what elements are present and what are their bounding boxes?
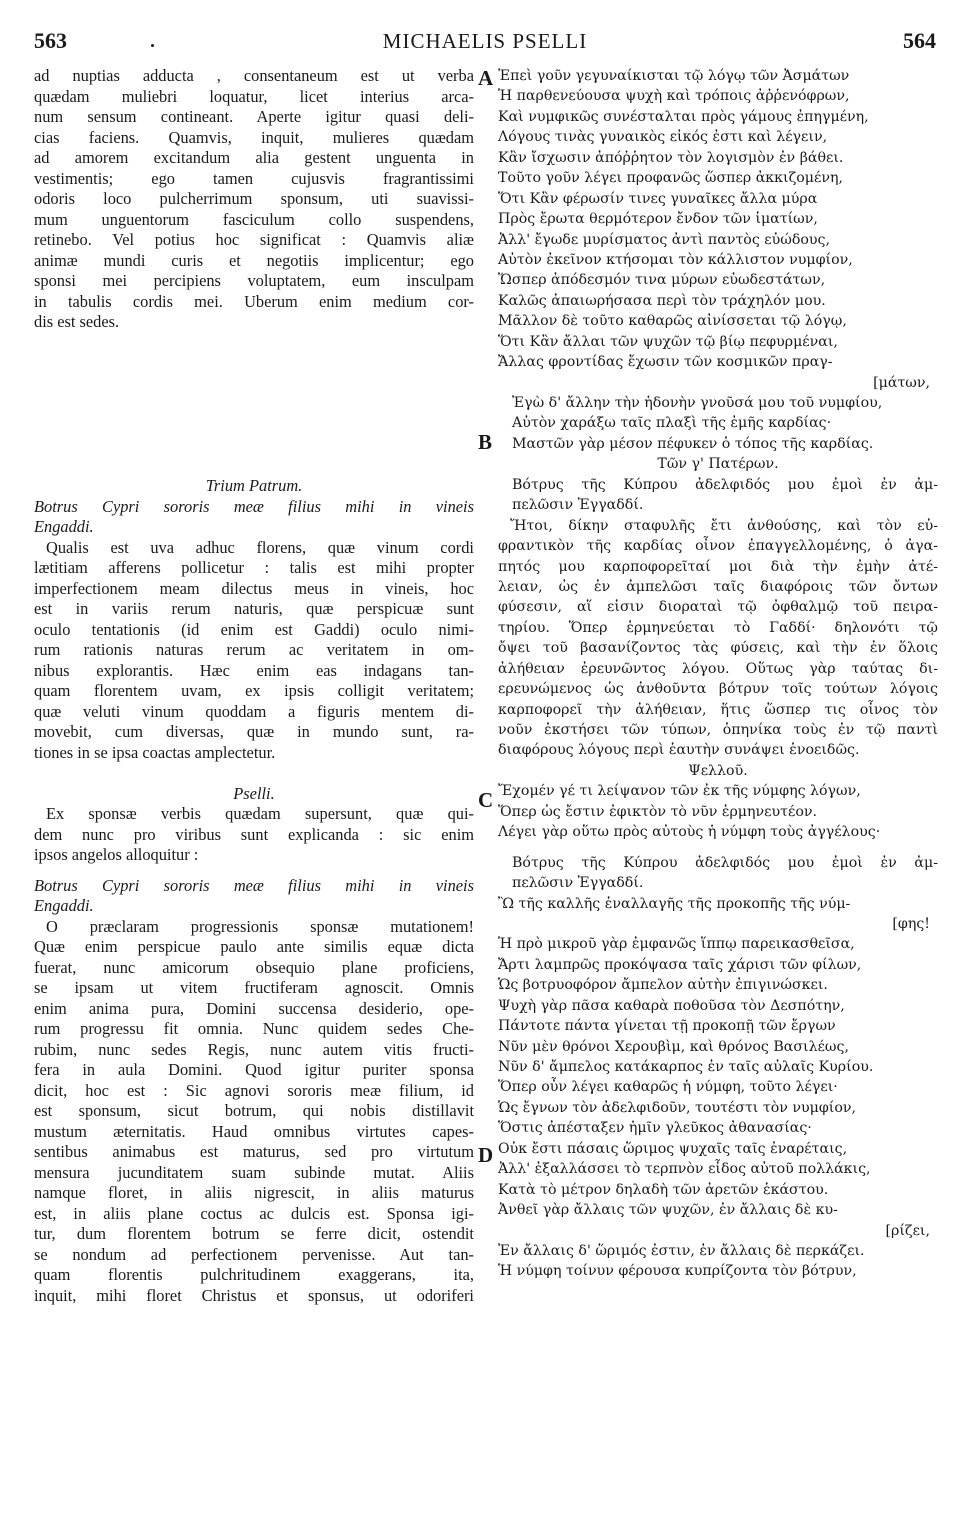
text-line: sponsi mei percipiens voluptatem, eum insculpam bbox=[34, 271, 474, 290]
text-line: Ἄλλας φροντίδας ἔχωσιν τῶν κοσμικῶν πραγ- bbox=[498, 354, 833, 371]
text-line: Ὅπερ ὡς ἔστιν ἐφικτὸν τὸ νῦν ἑρμηνευτέον. bbox=[498, 803, 818, 820]
text-line: imperfectionem meam dilectus meus in vineis, hoc bbox=[34, 578, 474, 598]
text-line: rum rationis naturas rerum ac veritatem in om- bbox=[34, 640, 474, 659]
text-line: animæ mundi curis et negotiis implicentur; ego bbox=[34, 250, 474, 270]
text-line: Ἡ νύμφη τοίνυν φέρουσα κυπρίζοντα τὸν βότρυν, bbox=[498, 1263, 857, 1280]
greek-heading-psellou: Ψελλοῦ. bbox=[688, 762, 748, 779]
text-line: nibus explorantis. Hæc enim eas indagans tan- bbox=[34, 660, 474, 680]
latin-paragraph-2 bbox=[34, 538, 474, 764]
text-line: Ἡ παρθενεύουσα ψυχὴ καὶ τρόποις ἀῤῥενόφρων, bbox=[498, 88, 850, 105]
text-line: dis est sedes. bbox=[34, 312, 120, 331]
text-line: namque floret, in aliis nigrescit, in aliis maturus bbox=[34, 1183, 474, 1202]
text-line: Βότρυς τῆς Κύπρου ἀδελφιδός μου ἐμοὶ ἐν ἀμ- bbox=[512, 854, 938, 871]
text-line: movebit, cum diversas, quæ in mundo sunt, ra- bbox=[34, 722, 474, 741]
text-line: Ὅπερ οὖν λέγει καθαρῶς ἡ νύμφη, τοῦτο λέγει· bbox=[498, 1079, 838, 1096]
text-line: Botrus Cypri sororis meæ filius mihi in vineis bbox=[34, 875, 474, 895]
text-line: Μαστῶν γὰρ μέσον πέφυκεν ὁ τόπος τῆς καρδίας. bbox=[512, 435, 874, 452]
text-line: Ψυχὴ γὰρ πᾶσα καθαρὰ ποθοῦσα τὸν Δεσπότην, bbox=[498, 997, 845, 1014]
text-line: Ὅστις ἀπέσταξεν ἡμῖν γλεῦκος ἀθανασίας· bbox=[498, 1120, 812, 1137]
text-line: Βότρυς τῆς Κύπρου ἀδελφιδός μου ἐμοὶ ἐν ἀμ- bbox=[512, 476, 938, 493]
text-line: Λόγους τινὰς γυναικὸς εἰκός ἐστι καὶ λέγειν, bbox=[498, 129, 828, 146]
latin-heading-trium-patrum: Trium Patrum. bbox=[205, 476, 303, 495]
text-line: ad nuptias adducta , consentaneum est ut verba bbox=[34, 66, 474, 85]
text-line: quædam muliebri loquatur, licet interius arca- bbox=[34, 86, 474, 106]
text-line: Ἡ πρὸ μικροῦ γὰρ ἐμφανῶς ἵππῳ παρεικασθεῖσα, bbox=[498, 936, 855, 953]
margin-marker-a: A bbox=[478, 66, 494, 90]
text-line: quam florentis pulchritudinem exaggerans, ita, bbox=[34, 1265, 474, 1284]
greek-verse-a bbox=[498, 66, 938, 373]
running-title: MICHAELIS PSELLI bbox=[382, 29, 588, 53]
text-line: mum unguentorum fasciculum collo suspendens, bbox=[34, 209, 474, 229]
text-line: ad amorem excitandum alia gestent unguenta in bbox=[34, 148, 474, 167]
text-line: καρποφορεῖ τὴν ἀλήθειαν, ἥτις ὥσπερ τις οἶνος τὸν bbox=[498, 701, 938, 718]
greek-paragraph-2 bbox=[498, 516, 938, 761]
text-line: O præclaram progressionis sponsæ mutationem! bbox=[46, 916, 474, 936]
greek-verse-3 bbox=[498, 781, 938, 842]
text-line: Botrus Cypri sororis meæ filius mihi in vineis bbox=[34, 496, 474, 516]
latin-column bbox=[34, 66, 474, 1306]
text-line: est sponsum, sicut botrum, qui nobis distillavit bbox=[34, 1101, 474, 1120]
text-line: ὄψει τοῦ βασανίζοντος τὰς φύσεις, καὶ τὴν ἐν ὅλοις bbox=[498, 640, 938, 657]
text-line: mustum æternitatis. Haud omnibus virtutes capes- bbox=[34, 1121, 474, 1141]
greek-verse-6-continuation: [ρίζει, bbox=[885, 1222, 930, 1239]
text-line: retinebo. Vel potius hoc significat : Quamvis aliæ bbox=[34, 230, 474, 249]
text-line: Νῦν δ' ἄμπελος κατάκαρπος ἐν ταῖς αὐλαῖς Κυρίου. bbox=[498, 1059, 874, 1075]
text-line: in tabulis cordis mei. Uberum enim medium cor- bbox=[34, 291, 474, 311]
text-line: Ὅτι Κἂν φέρωσίν τινες γυναῖκες ἄλλα μύρα bbox=[498, 190, 818, 207]
text-line: πελῶσιν Ἐγγαδδί. bbox=[512, 497, 644, 514]
text-line: num sensum contineant. Aperte igitur quasi deli- bbox=[34, 107, 474, 126]
greek-heading-ton-pateron: Τῶν γ' Πατέρων. bbox=[657, 456, 779, 473]
text-line: quæ veluti vinum quoddam a figuris mentem di- bbox=[34, 701, 474, 721]
latin-heading-pselli: Pselli. bbox=[233, 783, 275, 803]
text-line: Ἐπεὶ γοῦν γεγυναίκισται τῷ λόγῳ τῶν Ἀσμάτων bbox=[498, 68, 850, 84]
text-line: cias faciens. Quamvis, inquit, mulieres quædam bbox=[34, 127, 474, 147]
text-line: dicit, hoc est : Sic agnovi sororis meæ filium, id bbox=[34, 1080, 474, 1100]
text-line: se ipsam ut vitem fructiferam agnoscit. Omnis bbox=[34, 978, 474, 997]
text-line: ερευνώμενος ὡς ἀνθοῦντα βότρυν τοῖς τούτων λόγοις bbox=[498, 681, 938, 698]
text-line: Οὐκ ἔστι πάσαις ὥριμος ψυχαῖς ταῖς ἐναρέταις, bbox=[498, 1140, 848, 1157]
latin-paragraph-4 bbox=[34, 917, 474, 1307]
text-line: Καλῶς ἀπαιωρήσασα περὶ τὸν τράχηλόν μου. bbox=[498, 292, 826, 309]
latin-paragraph-1 bbox=[34, 66, 474, 333]
text-line: Ἀλλ' ἐξαλλάσσει τὸ τερπνὸν εἶδος αὐτοῦ πολλάκις, bbox=[498, 1161, 871, 1178]
text-line: Ἀλλ' ἔγωδε μυρίσματος ἀντὶ παντὸς εὐώδους, bbox=[498, 231, 830, 248]
margin-marker-b: B bbox=[478, 430, 493, 454]
text-line: Qualis est uva adhuc florens, quæ vinum cordi bbox=[46, 537, 474, 557]
greek-verse-continuation: [μάτων, bbox=[873, 374, 930, 391]
text-line: Μᾶλλον δὲ τοῦτο καθαρῶς αἰνίσσεται τῷ λόγῳ, bbox=[498, 313, 847, 330]
text-line: νοῦν ἐκστήσει τῶν τύπων, ὁπηνίκα τοὺς ἐν τῷ παντὶ bbox=[498, 722, 938, 738]
text-line: enim anima pura, Domini succensa desiderio, ope- bbox=[34, 998, 474, 1018]
text-line: se nondum ad perfectionem pervenisse. Aut tan- bbox=[34, 1244, 474, 1264]
text-line: διαφόρους λόγους περὶ ἑαυτὴν συνάψει ἑνοειδῶς. bbox=[498, 742, 860, 759]
text-line: est, in aliis plane coctus ac dulcis est. Sponsa igi- bbox=[34, 1203, 474, 1223]
text-line: Κἂν ἴσχωσιν ἀπόῤῥητον τὸν λογισμὸν ἐν βάθει. bbox=[498, 149, 844, 166]
text-line: φύσεσιν, αἵ εἰσιν διοραταὶ τῷ ὀφθαλμῷ τοῦ πειρα- bbox=[498, 599, 938, 616]
text-line: Ἀνθεῖ γὰρ ἄλλαις τῶν ψυχῶν, ἐν ἄλλαις δὲ κυ- bbox=[498, 1202, 838, 1219]
text-line: rum progressu fit omnia. Nunc quidem sedes Che- bbox=[34, 1019, 474, 1038]
text-line: lætitiam afferens pollicetur : talis est mihi propter bbox=[34, 558, 474, 577]
text-line: ἀλήθειαν ἐρευνῶντος λόγου. Οὕτως γὰρ ταύτας δι- bbox=[498, 660, 938, 677]
text-line: τηρίου. Ὅπερ ἑρμηνεύεται τὸ Γαδδί· δηλονότι τῷ bbox=[498, 619, 938, 636]
text-line: Quæ enim perspicue paulo ante similis equæ dicta bbox=[34, 937, 474, 956]
text-line: φραντικὸν τῆς καρδίας οἶνον ἐπαγγελλομένης, ὁ ἀγα- bbox=[498, 538, 938, 555]
text-line: est in variis rerum naturis, quæ perspicuæ sunt bbox=[34, 599, 474, 618]
text-line: Ex sponsæ verbis quædam supersunt, quæ qui- bbox=[46, 804, 474, 823]
text-line: fera in aula Domini. Quod igitur puriter sponsa bbox=[34, 1060, 474, 1079]
text-line: oculo tentationis (id enim est Gaddi) oculo nimi- bbox=[34, 619, 474, 639]
page-header bbox=[34, 28, 936, 58]
margin-marker-c: C bbox=[478, 788, 494, 812]
page-number-left: 563 bbox=[34, 28, 67, 53]
text-line: vestimentis; ego tamen cujusvis fragrantissimi bbox=[34, 168, 474, 188]
text-line: mensura jucunditatem suam subinde mutat. Aliis bbox=[34, 1162, 474, 1182]
text-line: πελῶσιν Ἐγγαδδί. bbox=[512, 875, 644, 892]
text-line: dem nunc pro viribus sunt explicanda : sic enim bbox=[34, 824, 474, 844]
text-line: rubim, nunc sedes Regis, nunc autem vitis fructi- bbox=[34, 1039, 474, 1059]
page-number-right: 564 bbox=[902, 28, 936, 53]
greek-column bbox=[498, 66, 938, 1282]
greek-verse-5-continuation: [φης! bbox=[892, 915, 930, 932]
text-line: Πάντοτε πάντα γίνεται τῇ προκοπῇ τῶν ἔργων bbox=[498, 1018, 836, 1035]
stray-dot bbox=[151, 44, 154, 47]
text-line: sentibus animabus est maturus, sed pro virtutum bbox=[34, 1142, 474, 1161]
text-line: quam florentem uvam, ex ipsis colligit veritatem; bbox=[34, 681, 474, 700]
text-line: Ἐγὼ δ' ἄλλην τὴν ἡδονὴν γνοῦσά μου τοῦ νυμφίου, bbox=[512, 395, 883, 411]
greek-verse-5-line: Ὢ τῆς καλλῆς ἐναλλαγῆς τῆς προκοπῆς τῆς νύμ- bbox=[498, 895, 851, 912]
latin-paragraph-3 bbox=[34, 804, 474, 866]
text-line: inquit, mihi floret Christus et sponsus, ut odoriferi bbox=[34, 1285, 474, 1305]
text-line: Engaddi. bbox=[34, 517, 94, 536]
text-line: Κατὰ τὸ μέτρον δηλαδὴ τῶν ἀρετῶν ἑκάστου. bbox=[498, 1181, 829, 1198]
greek-verse-1 bbox=[498, 475, 938, 516]
latin-verse-2 bbox=[34, 876, 474, 917]
text-line: Αὐτὸν ἐκεῖνον κτήσομαι τὸν κάλλιστον νυμφίον, bbox=[498, 251, 853, 268]
text-line: odoris loco pulcherrimum sponsum, uti suavissi- bbox=[34, 189, 474, 208]
text-line: ipsos angelos alloquitur : bbox=[34, 845, 199, 864]
text-line: tur, dum florentem botrum se ferre dicit, ostendit bbox=[34, 1224, 474, 1243]
text-line: Ἐν ἄλλαις δ' ὥριμός ἐστιν, ἐν ἄλλαις δὲ περκάζει. bbox=[498, 1242, 865, 1259]
margin-marker-d: D bbox=[478, 1143, 494, 1167]
text-line: Ὅτι Κἂν ἄλλαι τῶν ψυχῶν τῷ βίῳ πεφυρμέναι, bbox=[498, 333, 838, 350]
text-line: λειαν, ὡς ἐν ἀμπελῶσι ταῖς διαφόροις τῶν ὄντων bbox=[498, 578, 938, 595]
text-line: Ἄρτι λαμπρῶς προκόψασα ταῖς χάρισι τῶν φίλων, bbox=[498, 956, 862, 973]
text-line: Ἤτοι, δίκην σταφυλῆς ἔτι ἀνθούσης, καὶ τὸν εὐ- bbox=[510, 517, 938, 534]
text-line: Λέγει γὰρ οὕτω πρὸς αὐτοὺς ἡ νύμφη τοὺς ἀγγέλους· bbox=[498, 824, 881, 841]
text-line: Engaddi. bbox=[34, 896, 94, 915]
text-line: tiones in se ipsa coactas amplectetur. bbox=[34, 742, 276, 762]
greek-verse-b bbox=[498, 393, 938, 454]
latin-verse-1 bbox=[34, 497, 474, 538]
greek-verse-6 bbox=[498, 934, 938, 1220]
text-line: Ὡς βοτρυοφόρον ἄμπελον αὐτὴν ἐπιγινώσκει. bbox=[498, 977, 828, 994]
text-line: Καὶ νυμφικῶς συνέσταλται πρὸς γάμους ἐπηγμένη, bbox=[498, 108, 869, 125]
text-line: fuerat, nunc amicorum obsequio plane proficiens, bbox=[34, 957, 474, 977]
greek-verse-7 bbox=[498, 1241, 938, 1282]
text-line: Ὥσπερ ἀπόδεσμόν τινα μύρων εὐωδεστάτων, bbox=[498, 272, 826, 289]
text-line: Νῦν μὲν θρόνοι Χερουβὶμ, καὶ θρόνος Βασιλέως, bbox=[498, 1038, 849, 1055]
greek-verse-4 bbox=[498, 853, 938, 894]
text-line: Τοῦτο γοῦν λέγει προφανῶς ὥσπερ ἀκκιζομένη, bbox=[498, 170, 844, 187]
text-line: Ἔχομέν γέ τι λείψανον τῶν ἐκ τῆς νύμφης λόγων, bbox=[498, 783, 861, 800]
text-line: Αὐτὸν χαράξω ταῖς πλαξὶ τῆς ἐμῆς καρδίας· bbox=[512, 415, 832, 432]
text-line: πητός μου καρποφορεῖταί μοι διὰ τὴν ἐμὴν ἀτέ- bbox=[498, 558, 938, 575]
text-line: Πρὸς ἔρωτα θερμότερον ἔνδον τῶν ἱματίων, bbox=[498, 211, 818, 228]
text-line: Ὡς ἔγνων τὸν ἀδελφιδοῦν, τουτέστι τὸν νυμφίον, bbox=[498, 1099, 857, 1116]
